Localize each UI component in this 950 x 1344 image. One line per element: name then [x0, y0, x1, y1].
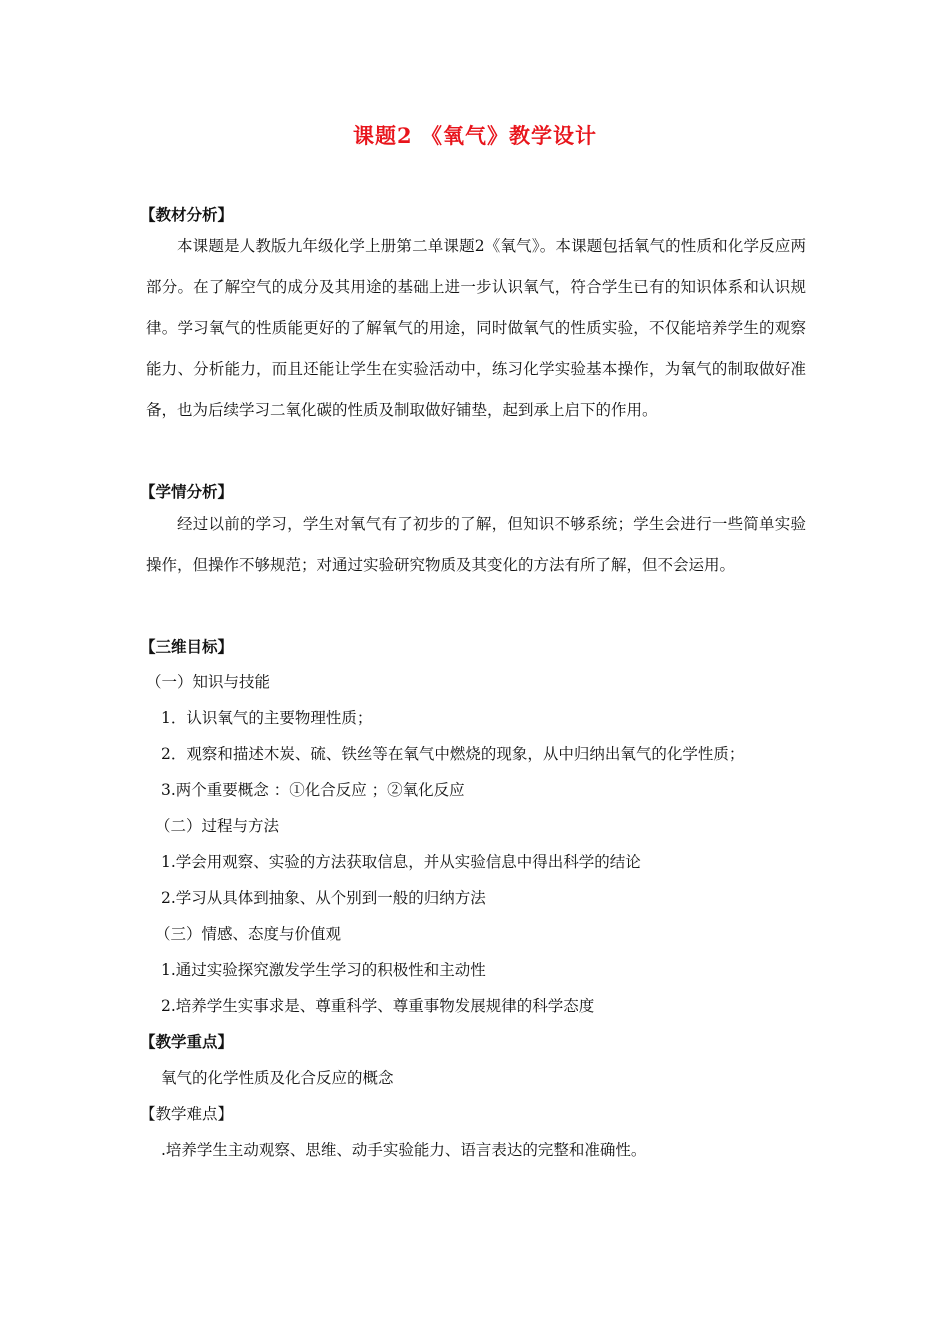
key-points-text: 氧气的化学性质及化合反应的概念 — [161, 1069, 394, 1087]
objective-item: 1．认识氧气的主要物理性质； — [161, 709, 373, 727]
objective-subheading-knowledge: （一）知识与技能 — [146, 673, 271, 691]
objective-item: 1.学会用观察、实验的方法获取信息，并从实验信息中得出科学的结论 — [161, 853, 641, 871]
objective-subheading-attitude: （三）情感、态度与价值观 — [155, 925, 342, 943]
section-heading-student-analysis: 【学情分析】 — [140, 482, 234, 501]
objective-item: 2.学习从具体到抽象、从个别到一般的归纳方法 — [161, 889, 486, 907]
objective-item: 1.通过实验探究激发学生学习的积极性和主动性 — [161, 961, 486, 979]
objective-item: 3.两个重要概念 ：①化合反应 ；②氧化反应 — [161, 781, 465, 799]
section-heading-difficulties: 【教学难点】 — [140, 1105, 234, 1123]
section-heading-objectives: 【三维目标】 — [140, 637, 234, 656]
document-title: 课题2 《氧气》教学设计 — [353, 123, 597, 148]
objective-subheading-process: （二）过程与方法 — [155, 817, 280, 835]
difficulties-text: .培养学生主动观察、思维、动手实验能力、语言表达的完整和准确性。 — [161, 1141, 647, 1159]
section-heading-key-points: 【教学重点】 — [140, 1032, 234, 1051]
objective-item: 2．观察和描述木炭、硫、铁丝等在氧气中燃烧的现象，从中归纳出氧气的化学性质； — [161, 745, 745, 763]
objective-item: 2.培养学生实事求是、尊重科学、尊重事物发展规律的科学态度 — [161, 997, 595, 1015]
paragraph-textbook-analysis: 本课题是人教版九年级化学上册第二单课题2《氧气》。本课题包括氧气的性质和化学反应两部分。在了解空气的成分及其用途的基础上进一步认识氧气，符合学生已有的知识体系和认识规律。学习氧气的性质能更好的了解氧气的用途，同时做氧气的性质实验，不仅能培养学生的观察能力、分析能力，而且还能让学生在实验活动中，练习化学实验基本操作，为氧气的制取做好准备，也为后续学习二氧化碳的性质及制取做好铺垫，起到承上启下的作用。 — [146, 237, 806, 419]
section-heading-textbook-analysis: 【教材分析】 — [140, 205, 234, 224]
paragraph-student-analysis: 经过以前的学习，学生对氧气有了初步的了解，但知识不够系统；学生会进行一些简单实验操作，但操作不够规范；对通过实验研究物质及其变化的方法有所了解，但不会运用。 — [146, 515, 806, 574]
